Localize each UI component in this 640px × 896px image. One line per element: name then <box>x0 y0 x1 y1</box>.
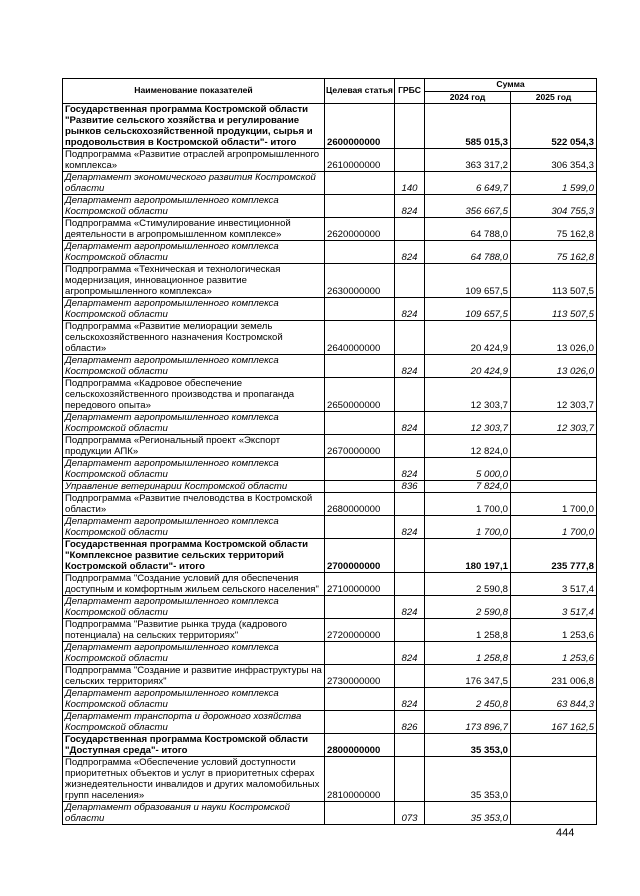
department-row <box>63 458 597 481</box>
department-row <box>63 241 597 264</box>
row-grbs-cell: 824 <box>395 596 425 619</box>
row-amount-2025-cell: 1 253,6 <box>511 619 597 642</box>
row-amount-2024-cell: 12 303,7 <box>425 378 511 412</box>
subprogram-row <box>63 573 597 596</box>
program-row <box>63 539 597 573</box>
row-grbs-cell: 836 <box>395 481 425 493</box>
row-grbs-cell <box>395 149 425 172</box>
row-amount-2025-cell <box>511 734 597 757</box>
row-amount-2024-cell: 6 649,7 <box>425 172 511 195</box>
row-name-cell: Подпрограмма «Региональный проект «Экспорт продукции АПК» <box>63 435 325 458</box>
row-target-article-cell: 2630000000 <box>325 264 395 298</box>
row-amount-2024-cell: 1 700,0 <box>425 493 511 516</box>
row-name-cell: Подпрограмма «Кадровое обеспечение сельскохозяйственного производства и пропаганда передового опыта» <box>63 378 325 412</box>
row-target-article-cell <box>325 516 395 539</box>
row-grbs-cell <box>395 539 425 573</box>
row-amount-2024-cell: 64 788,0 <box>425 218 511 241</box>
row-amount-2025-cell <box>511 481 597 493</box>
row-amount-2024-cell: 2 450,8 <box>425 688 511 711</box>
row-target-article-cell: 2730000000 <box>325 665 395 688</box>
row-target-article-cell <box>325 596 395 619</box>
page-number: 444 <box>556 827 575 839</box>
department-row <box>63 195 597 218</box>
row-amount-2025-cell: 12 303,7 <box>511 412 597 435</box>
row-target-article-cell <box>325 642 395 665</box>
row-target-article-cell <box>325 481 395 493</box>
header-grbs: ГРБС <box>395 79 425 104</box>
row-name-cell: Подпрограмма «Развитие отраслей агропромышленного комплекса» <box>63 149 325 172</box>
row-name-cell: Департамент агропромышленного комплекса Костромской области <box>63 412 325 435</box>
row-name-cell: Департамент агропромышленного комплекса Костромской области <box>63 355 325 378</box>
row-grbs-cell <box>395 619 425 642</box>
row-grbs-cell: 140 <box>395 172 425 195</box>
row-amount-2024-cell: 356 667,5 <box>425 195 511 218</box>
row-name-cell: Департамент агропромышленного комплекса Костромской области <box>63 298 325 321</box>
row-amount-2025-cell: 13 026,0 <box>511 321 597 355</box>
row-amount-2025-cell: 75 162,8 <box>511 241 597 264</box>
row-grbs-cell <box>395 435 425 458</box>
row-grbs-cell <box>395 665 425 688</box>
row-target-article-cell: 2720000000 <box>325 619 395 642</box>
row-amount-2025-cell: 167 162,5 <box>511 711 597 734</box>
row-amount-2024-cell: 20 424,9 <box>425 321 511 355</box>
row-name-cell: Департамент экономического развития Костромской области <box>63 172 325 195</box>
row-target-article-cell <box>325 688 395 711</box>
budget-table <box>62 78 597 825</box>
row-target-article-cell: 2650000000 <box>325 378 395 412</box>
row-target-article-cell <box>325 195 395 218</box>
row-grbs-cell <box>395 757 425 802</box>
row-grbs-cell <box>395 218 425 241</box>
row-amount-2025-cell: 304 755,3 <box>511 195 597 218</box>
row-target-article-cell <box>325 241 395 264</box>
row-amount-2024-cell: 35 353,0 <box>425 734 511 757</box>
row-name-cell: Подпрограмма "Развитие рынка труда (кадрового потенциала) на сельских территориях" <box>63 619 325 642</box>
row-amount-2025-cell: 1 599,0 <box>511 172 597 195</box>
row-name-cell: Департамент агропромышленного комплекса Костромской области <box>63 596 325 619</box>
row-amount-2024-cell: 35 353,0 <box>425 802 511 825</box>
row-target-article-cell: 2800000000 <box>325 734 395 757</box>
row-amount-2025-cell: 1 253,6 <box>511 642 597 665</box>
row-name-cell: Департамент образования и науки Костромской области <box>63 802 325 825</box>
row-amount-2024-cell: 5 000,0 <box>425 458 511 481</box>
row-name-cell: Департамент агропромышленного комплекса Костромской области <box>63 688 325 711</box>
row-amount-2024-cell: 1 258,8 <box>425 619 511 642</box>
department-row <box>63 481 597 493</box>
row-name-cell: Подпрограмма "Создание и развитие инфраструктуры на сельских территориях" <box>63 665 325 688</box>
row-amount-2025-cell <box>511 458 597 481</box>
row-name-cell: Подпрограмма «Обеспечение условий доступности приоритетных объектов и услуг в приоритетных сферах жизнедеятельности инвалидов и других маломобильных групп населения» <box>63 757 325 802</box>
row-grbs-cell: 824 <box>395 688 425 711</box>
row-grbs-cell <box>395 734 425 757</box>
department-row <box>63 516 597 539</box>
row-amount-2025-cell <box>511 757 597 802</box>
header-year-2025: 2025 год <box>511 91 597 104</box>
row-amount-2025-cell: 3 517,4 <box>511 573 597 596</box>
row-amount-2024-cell: 1 258,8 <box>425 642 511 665</box>
subprogram-row <box>63 378 597 412</box>
row-amount-2024-cell: 64 788,0 <box>425 241 511 264</box>
row-name-cell: Подпрограмма «Стимулирование инвестиционной деятельности в агропромышленном комплексе» <box>63 218 325 241</box>
row-target-article-cell: 2680000000 <box>325 493 395 516</box>
subprogram-row <box>63 264 597 298</box>
row-amount-2024-cell: 7 824,0 <box>425 481 511 493</box>
row-name-cell: Государственная программа Костромской области "Развитие сельского хозяйства и регулирование рынков сельскохозяйственной продукции, сырья и продовольствия в Костромской области"- итого <box>63 104 325 149</box>
row-grbs-cell: 824 <box>395 412 425 435</box>
row-amount-2025-cell: 235 777,8 <box>511 539 597 573</box>
department-row <box>63 688 597 711</box>
row-amount-2025-cell: 1 700,0 <box>511 516 597 539</box>
row-grbs-cell <box>395 264 425 298</box>
row-target-article-cell: 2670000000 <box>325 435 395 458</box>
row-amount-2024-cell: 35 353,0 <box>425 757 511 802</box>
department-row <box>63 172 597 195</box>
table-body <box>63 104 597 825</box>
row-name-cell: Управление ветеринарии Костромской области <box>63 481 325 493</box>
header-year-2024: 2024 год <box>425 91 511 104</box>
row-amount-2025-cell: 13 026,0 <box>511 355 597 378</box>
row-target-article-cell: 2610000000 <box>325 149 395 172</box>
row-amount-2024-cell: 109 657,5 <box>425 264 511 298</box>
row-amount-2024-cell: 2 590,8 <box>425 596 511 619</box>
header-name: Наименование показателей <box>63 79 325 104</box>
row-name-cell: Подпрограмма «Развитие пчеловодства в Костромской области» <box>63 493 325 516</box>
subprogram-row <box>63 435 597 458</box>
department-row <box>63 596 597 619</box>
row-grbs-cell: 824 <box>395 458 425 481</box>
row-grbs-cell: 826 <box>395 711 425 734</box>
program-row <box>63 734 597 757</box>
row-name-cell: Департамент агропромышленного комплекса Костромской области <box>63 241 325 264</box>
department-row <box>63 412 597 435</box>
row-amount-2025-cell: 113 507,5 <box>511 298 597 321</box>
row-name-cell: Подпрограмма «Техническая и технологическая модернизация, инновационное развитие агропромышленного комплекса» <box>63 264 325 298</box>
row-target-article-cell <box>325 355 395 378</box>
department-row <box>63 355 597 378</box>
row-amount-2024-cell: 363 317,2 <box>425 149 511 172</box>
subprogram-row <box>63 757 597 802</box>
row-name-cell: Подпрограмма «Развитие мелиорации земель сельскохозяйственного назначения Костромской области» <box>63 321 325 355</box>
row-grbs-cell: 824 <box>395 195 425 218</box>
row-target-article-cell: 2700000000 <box>325 539 395 573</box>
row-amount-2025-cell: 3 517,4 <box>511 596 597 619</box>
row-name-cell: Департамент агропромышленного комплекса Костромской области <box>63 195 325 218</box>
row-amount-2025-cell: 12 303,7 <box>511 378 597 412</box>
row-amount-2024-cell: 180 197,1 <box>425 539 511 573</box>
row-name-cell: Департамент агропромышленного комплекса Костромской области <box>63 642 325 665</box>
program-row <box>63 104 597 149</box>
row-amount-2025-cell: 306 354,3 <box>511 149 597 172</box>
row-grbs-cell: 824 <box>395 298 425 321</box>
subprogram-row <box>63 149 597 172</box>
department-row <box>63 711 597 734</box>
row-target-article-cell <box>325 298 395 321</box>
row-grbs-cell: 824 <box>395 516 425 539</box>
row-amount-2025-cell <box>511 435 597 458</box>
row-grbs-cell: 824 <box>395 642 425 665</box>
row-grbs-cell <box>395 493 425 516</box>
row-grbs-cell <box>395 573 425 596</box>
row-amount-2025-cell: 1 700,0 <box>511 493 597 516</box>
department-row <box>63 642 597 665</box>
row-target-article-cell: 2600000000 <box>325 104 395 149</box>
row-amount-2024-cell: 109 657,5 <box>425 298 511 321</box>
row-target-article-cell: 2710000000 <box>325 573 395 596</box>
row-amount-2025-cell: 231 006,8 <box>511 665 597 688</box>
row-amount-2024-cell: 1 700,0 <box>425 516 511 539</box>
row-target-article-cell <box>325 412 395 435</box>
row-grbs-cell <box>395 321 425 355</box>
row-target-article-cell: 2640000000 <box>325 321 395 355</box>
row-target-article-cell: 2810000000 <box>325 757 395 802</box>
header-sum: Сумма <box>425 79 597 92</box>
row-amount-2025-cell: 522 054,3 <box>511 104 597 149</box>
row-grbs-cell: 824 <box>395 355 425 378</box>
row-name-cell: Подпрограмма "Создание условий для обеспечения доступным и комфортным жильем сельского населения" <box>63 573 325 596</box>
row-grbs-cell <box>395 378 425 412</box>
row-target-article-cell <box>325 711 395 734</box>
row-amount-2024-cell: 12 303,7 <box>425 412 511 435</box>
row-amount-2025-cell: 75 162,8 <box>511 218 597 241</box>
row-amount-2024-cell: 176 347,5 <box>425 665 511 688</box>
row-name-cell: Департамент транспорта и дорожного хозяйства Костромской области <box>63 711 325 734</box>
row-name-cell: Государственная программа Костромской области "Доступная среда"- итого <box>63 734 325 757</box>
row-amount-2025-cell: 113 507,5 <box>511 264 597 298</box>
row-target-article-cell <box>325 172 395 195</box>
row-target-article-cell: 2620000000 <box>325 218 395 241</box>
subprogram-row <box>63 218 597 241</box>
row-target-article-cell <box>325 458 395 481</box>
subprogram-row <box>63 493 597 516</box>
header-target-article: Целевая статья <box>325 79 395 104</box>
row-grbs-cell: 073 <box>395 802 425 825</box>
department-row <box>63 802 597 825</box>
row-amount-2024-cell: 173 896,7 <box>425 711 511 734</box>
row-grbs-cell <box>395 104 425 149</box>
row-amount-2024-cell: 585 015,3 <box>425 104 511 149</box>
row-amount-2025-cell <box>511 802 597 825</box>
row-amount-2025-cell: 63 844,3 <box>511 688 597 711</box>
row-grbs-cell: 824 <box>395 241 425 264</box>
row-name-cell: Государственная программа Костромской области "Комплексное развитие сельских территорий Костромской области"- итого <box>63 539 325 573</box>
subprogram-row <box>63 321 597 355</box>
row-target-article-cell <box>325 802 395 825</box>
subprogram-row <box>63 619 597 642</box>
row-amount-2024-cell: 20 424,9 <box>425 355 511 378</box>
row-amount-2024-cell: 2 590,8 <box>425 573 511 596</box>
row-name-cell: Департамент агропромышленного комплекса Костромской области <box>63 516 325 539</box>
department-row <box>63 298 597 321</box>
row-amount-2024-cell: 12 824,0 <box>425 435 511 458</box>
subprogram-row <box>63 665 597 688</box>
row-name-cell: Департамент агропромышленного комплекса Костромской области <box>63 458 325 481</box>
